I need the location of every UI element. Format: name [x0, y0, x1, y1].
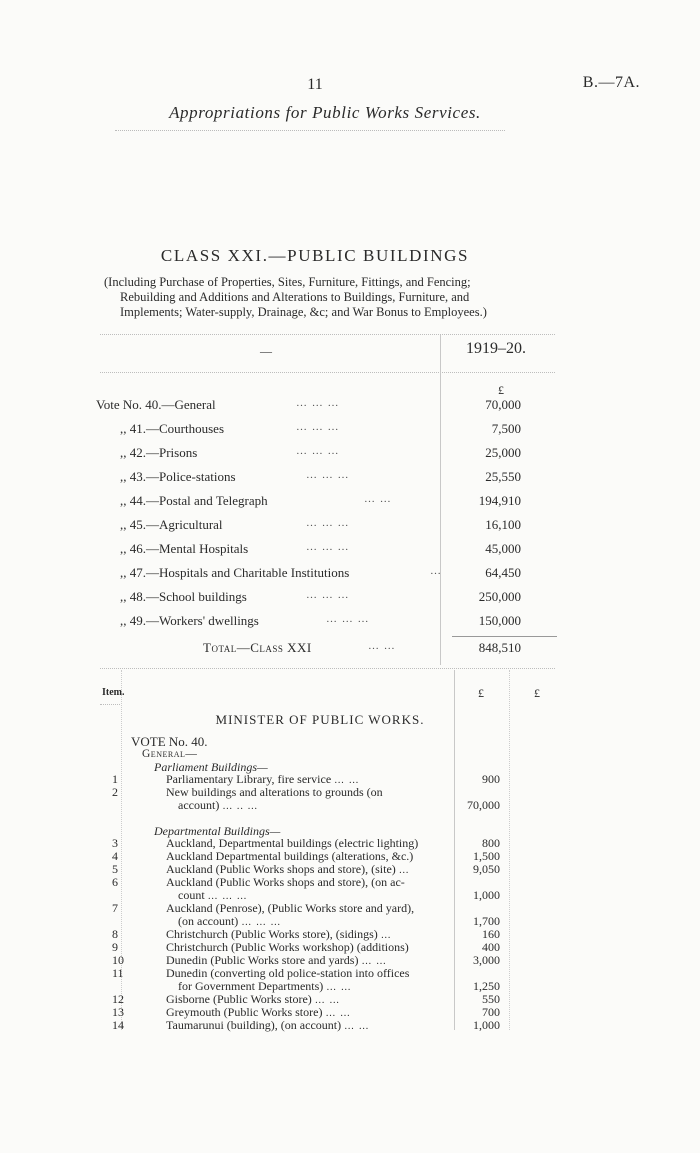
leader-dots: … … … — [296, 445, 340, 457]
leader-dots: … … … — [306, 469, 350, 481]
total-rule — [452, 636, 557, 637]
vote-label: ,, 47.—Hospitals and Charitable Institutions — [120, 565, 350, 580]
item-number: 2 — [112, 785, 118, 799]
vote-amount: 25,550 — [485, 469, 521, 484]
page-number: 11 — [307, 76, 323, 93]
item-text: Auckland (Public Works shops and store), (on ac- count … … … — [166, 875, 405, 902]
vote-label: ,, 41.—Courthouses — [120, 421, 224, 436]
vote-row — [96, 565, 541, 585]
vote-amount: 16,100 — [485, 517, 521, 532]
item-text: Auckland (Public Works shops and store), (site) … — [166, 862, 410, 876]
line-item — [100, 786, 520, 812]
item-amount: 160 — [482, 927, 500, 941]
heading-rule — [115, 130, 505, 131]
summary-year: 1919–20. — [466, 340, 526, 357]
item-text: Taumarunui (building), (on account) … … — [166, 1018, 370, 1032]
item-number: 7 — [112, 901, 118, 915]
item-amount: 800 — [482, 836, 500, 850]
subheading-departmental: Departmental Buildings— — [154, 824, 281, 838]
summary-stub-dash: — — [260, 344, 272, 358]
vote-row — [96, 517, 541, 537]
item-text: New buildings and alterations to grounds (on account) … .. … — [166, 785, 383, 812]
item-number: 3 — [112, 836, 118, 850]
item-text: Greymouth (Public Works store) … … — [166, 1005, 351, 1019]
detail-currency-2: £ — [534, 686, 540, 700]
total-label: Total—Class XXI — [203, 640, 312, 655]
item-number: 14 — [112, 1018, 124, 1032]
item-amount: 700 — [482, 1005, 500, 1019]
vote-label: ,, 45.—Agricultural — [120, 517, 223, 532]
detail-currency-1: £ — [478, 686, 484, 700]
line-item — [100, 902, 520, 928]
line-item — [100, 876, 520, 902]
item-text: Gisborne (Public Works store) … … — [166, 992, 341, 1006]
item-text: Dunedin (converting old police-station into offices for Government Departments) … … — [166, 966, 410, 993]
item-amount: 400 — [482, 940, 500, 954]
vote-row — [96, 445, 541, 465]
item-amount: 550 — [482, 992, 500, 1006]
vote-amount: 7,500 — [491, 421, 521, 436]
summary-top-rule — [100, 334, 555, 335]
subheading-parliament: Parliament Buildings— — [154, 760, 268, 774]
item-number: 6 — [112, 875, 118, 889]
vote-heading: VOTE No. 40. — [131, 734, 208, 749]
leader-dots: … … … — [296, 421, 340, 433]
item-header-rule — [100, 704, 120, 705]
item-number: 1 — [112, 772, 118, 786]
leader-dots: … … … — [306, 589, 350, 601]
general-heading: General— — [142, 748, 198, 760]
vote-row — [96, 469, 541, 489]
item-number: 11 — [112, 966, 124, 980]
vote-amount: 64,450 — [485, 565, 521, 580]
item-text: Parliamentary Library, fire service … … — [166, 772, 360, 786]
item-number: 8 — [112, 927, 118, 941]
vote-amount: 150,000 — [478, 613, 521, 628]
vote-row — [96, 589, 541, 609]
vote-label: ,, 46.—Mental Hospitals — [120, 541, 249, 556]
item-amount: 1,250 — [473, 979, 500, 993]
vote-row — [96, 613, 541, 633]
total-row — [96, 640, 541, 660]
leader-dots: … … — [368, 640, 396, 652]
vote-row — [96, 493, 541, 513]
vote-row — [96, 541, 541, 561]
vote-label: ,, 42.—Prisons — [120, 445, 198, 460]
vote-label: ,, 49.—Workers' dwellings — [120, 613, 259, 628]
item-text: Auckland (Penrose), (Public Works store and yard), (on account) … … … — [166, 901, 415, 928]
item-text: Auckland, Departmental buildings (electric lighting) — [166, 836, 419, 850]
item-amount: 1,700 — [473, 914, 500, 928]
item-text: Dunedin (Public Works store and yards) … … — [166, 953, 387, 967]
item-amount: 3,000 — [473, 953, 500, 967]
item-amount: 1,000 — [473, 888, 500, 902]
item-column-header: Item. — [102, 687, 125, 698]
vote-amount: 70,000 — [485, 397, 521, 412]
desc-line-1: (Including Purchase of Properties, Sites, Furniture, Fittings, and Fencing; — [104, 275, 471, 289]
minister-heading: MINISTER OF PUBLIC WORKS. — [215, 712, 425, 727]
leader-dots: … … … — [306, 541, 350, 553]
item-number: 9 — [112, 940, 118, 954]
page-heading: Appropriations for Public Works Services. — [169, 103, 481, 122]
line-item — [100, 967, 520, 993]
desc-line-3: Implements; Water-supply, Drainage, &c; and War Bonus to Employees.) — [120, 305, 487, 319]
item-text: Christchurch (Public Works workshop) (additions) — [166, 940, 409, 954]
item-text: Auckland Departmental buildings (alterations, &c.) — [166, 849, 414, 863]
vote-amount: 250,000 — [478, 589, 521, 604]
summary-header-rule — [100, 372, 555, 373]
class-description — [104, 275, 544, 320]
item-amount: 1,000 — [473, 1018, 500, 1032]
summary-currency: £ — [498, 383, 504, 397]
vote-amount: 194,910 — [478, 493, 521, 508]
leader-dots: … … … — [306, 517, 350, 529]
item-number: 12 — [112, 992, 124, 1006]
vote-row — [96, 421, 541, 441]
item-text: Christchurch (Public Works store), (sidings) … — [166, 927, 392, 941]
class-title: CLASS XXI.—PUBLIC BUILDINGS — [160, 246, 470, 265]
vote-amount: 45,000 — [485, 541, 521, 556]
leader-dots: … … — [364, 493, 392, 505]
item-amount: 1,500 — [473, 849, 500, 863]
item-number: 5 — [112, 862, 118, 876]
leader-dots: … … … — [296, 397, 340, 409]
item-number: 13 — [112, 1005, 124, 1019]
vote-label: Vote No. 40.—General — [96, 397, 216, 412]
series-code: B.—7A. — [582, 74, 640, 91]
leader-dots: … — [430, 565, 442, 577]
total-amount: 848,510 — [478, 640, 521, 655]
vote-row — [96, 397, 541, 417]
item-number: 10 — [112, 953, 124, 967]
vote-amount: 25,000 — [485, 445, 521, 460]
item-amount: 9,050 — [473, 862, 500, 876]
item-number: 4 — [112, 849, 118, 863]
item-amount: 900 — [482, 772, 500, 786]
desc-line-2: Rebuilding and Additions and Alterations to Buildings, Furniture, and — [120, 290, 470, 304]
vote-label: ,, 43.—Police-stations — [120, 469, 236, 484]
vote-label: ,, 44.—Postal and Telegraph — [120, 493, 268, 508]
leader-dots: … … … — [326, 613, 370, 625]
vote-label: ,, 48.—School buildings — [120, 589, 247, 604]
item-amount: 70,000 — [467, 798, 500, 812]
detail-top-rule — [100, 668, 555, 669]
